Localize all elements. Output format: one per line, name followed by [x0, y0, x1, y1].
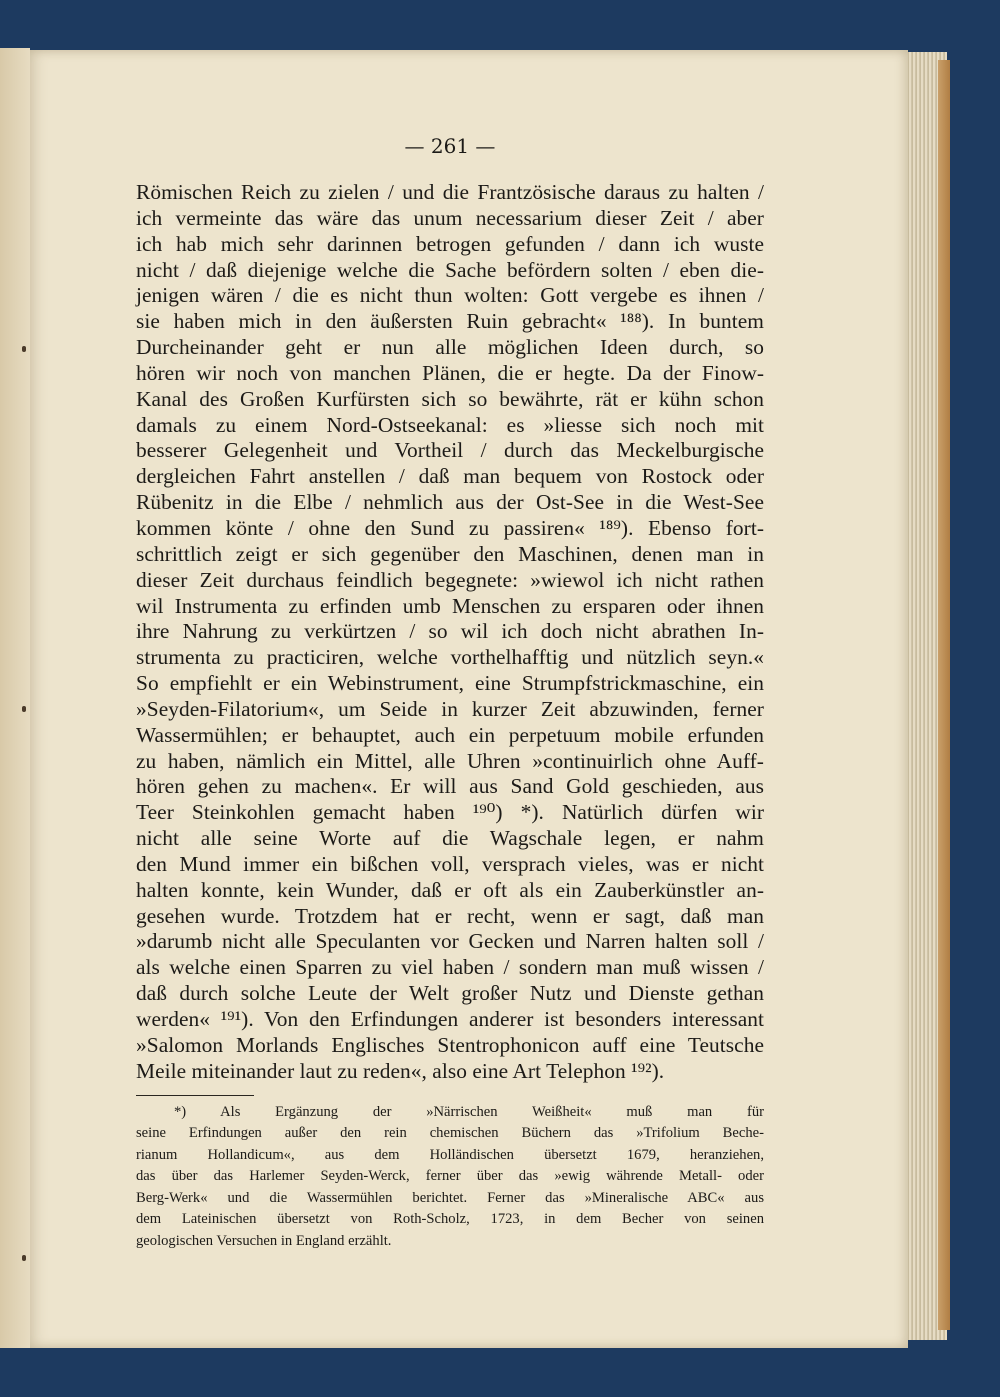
footnote-line: rianum Hollandicum«, aus dem Holländischen übersetzt 1679, heranziehen,: [136, 1146, 764, 1163]
text-line: nicht alle seine Worte auf die Wagschale legen, er nahm: [136, 826, 764, 851]
footnote-divider: [136, 1095, 254, 1096]
binding-mark: [22, 346, 26, 352]
text-line: schrittlich zeigt er sich gegenüber den Maschinen, denen man in: [136, 541, 764, 566]
text-line: Meile miteinander laut zu reden«, also eine Art Telephon ¹⁹²).: [136, 1058, 665, 1083]
text-line: So empfiehlt er ein Webinstrument, eine Strumpfstrickmaschine, ein: [136, 671, 764, 696]
text-line: werden« ¹⁹¹). Von den Erfindungen anderer ist besonders interessant: [136, 1007, 764, 1031]
footnote-line: geologischen Versuchen in England erzählt.: [136, 1232, 392, 1249]
text-line: jenigen wären / die es nicht thun wolten: Gott vergebe es ihnen /: [136, 283, 764, 308]
page-number: — 261 —: [404, 134, 496, 158]
footnote-line: dem Lateinischen übersetzt von Roth-Scholz, 1723, in dem Becher von seinen: [136, 1211, 764, 1228]
text-line: ich vermeinte das wäre das unum necessarium dieser Zeit / aber: [136, 205, 764, 230]
facing-page-edge: [0, 48, 30, 1348]
text-line: ihre Nahrung zu verkürtzen / so wil ich doch nicht abrathen In-: [136, 619, 764, 644]
text-line: »Salomon Morlands Englisches Stentrophonicon auff eine Teutsche: [136, 1032, 764, 1057]
text-line: halten konnte, kein Wunder, daß er oft als ein Zauberkünstler an-: [136, 877, 764, 902]
text-line: Wassermühlen; er behauptet, auch ein perpetuum mobile erfunden: [136, 722, 764, 747]
footnote-line: Berg-Werk« und die Wassermühlen berichtet. Ferner das »Mineralische ABC« aus: [136, 1189, 764, 1206]
text-line: den Mund immer ein bißchen voll, versprach vieles, was er nicht: [136, 851, 764, 876]
text-line: »Seyden-Filatorium«, um Seide in kurzer Zeit abzuwinden, ferner: [136, 696, 764, 721]
body-text: [136, 180, 764, 1085]
text-line: damals zu einem Nord-Ostseekanal: es »liesse sich noch mit: [136, 412, 764, 437]
text-line: dieser Zeit durchaus feindlich begegnete: »wiewol ich nicht rathen: [136, 567, 764, 592]
text-line: daß durch solche Leute der Welt großer Nutz und Dienste gethan: [136, 981, 764, 1006]
text-line: dergleichen Fahrt anstellen / daß man bequem von Rostock oder: [136, 464, 764, 489]
text-line: Kanal des Großen Kurfürsten sich so bewährte, rät er kühn schon: [136, 386, 764, 411]
binding-mark: [22, 1255, 26, 1261]
footnote-line: *) Als Ergänzung der »Närrischen Weißheit« muß man für: [174, 1103, 764, 1120]
text-line: kommen könte / ohne den Sund zu passiren« ¹⁸⁹). Ebenso fort-: [136, 515, 764, 540]
binding-mark: [22, 706, 26, 712]
text-line: ich hab mich sehr darinnen betrogen gefunden / dann ich wuste: [136, 231, 764, 256]
text-line: Durcheinander geht er nun alle möglichen Ideen durch, so: [136, 335, 764, 360]
text-line: besserer Gelegenheit und Vortheil / durch das Meckelburgische: [136, 438, 764, 463]
text-line: hören gehen zu machen«. Er will aus Sand Gold geschieden, aus: [136, 774, 764, 799]
text-line: als welche einen Sparren zu viel haben / sondern man muß wissen /: [136, 955, 764, 980]
text-line: Teer Steinkohlen gemacht haben ¹⁹⁰) *). Natürlich dürfen wir: [136, 800, 764, 825]
footnote: [136, 1102, 764, 1253]
text-line: »darumb nicht alle Speculanten vor Gecken und Narren halten soll /: [136, 929, 764, 954]
text-line: sie haben mich in den äußersten Ruin gebracht« ¹⁸⁸). In buntem: [136, 309, 764, 334]
text-line: zu haben, nämlich ein Mittel, alle Uhren »continuirlich ohne Auff-: [136, 748, 764, 773]
text-line: Römischen Reich zu zielen / und die Frantzösische daraus zu halten /: [136, 180, 764, 204]
text-line: wil Instrumenta zu erfinden umb Menschen zu ersparen oder ihnen: [136, 593, 764, 618]
text-line: Rübenitz in die Elbe / nehmlich aus der Ost-See in die West-See: [136, 490, 764, 515]
text-line: strumenta zu practiciren, welche vorthelhafftig und nützlich seyn.«: [136, 645, 764, 670]
text-line: nicht / daß diejenige welche die Sache befördern solten / eben die-: [136, 257, 764, 282]
book-cover-edge: [938, 60, 950, 1330]
page-content: [136, 136, 764, 1252]
text-line: hören wir noch von manchen Plänen, die er hegte. Da der Finow-: [136, 360, 764, 385]
footnote-line: das über das Harlemer Seyden-Werck, ferner über das »ewig währende Metall- oder: [136, 1168, 764, 1185]
text-line: gesehen wurde. Trotzdem hat er recht, wenn er sagt, daß man: [136, 903, 764, 928]
footnote-line: seine Erfindungen außer den rein chemischen Büchern das »Trifolium Beche-: [136, 1125, 764, 1142]
